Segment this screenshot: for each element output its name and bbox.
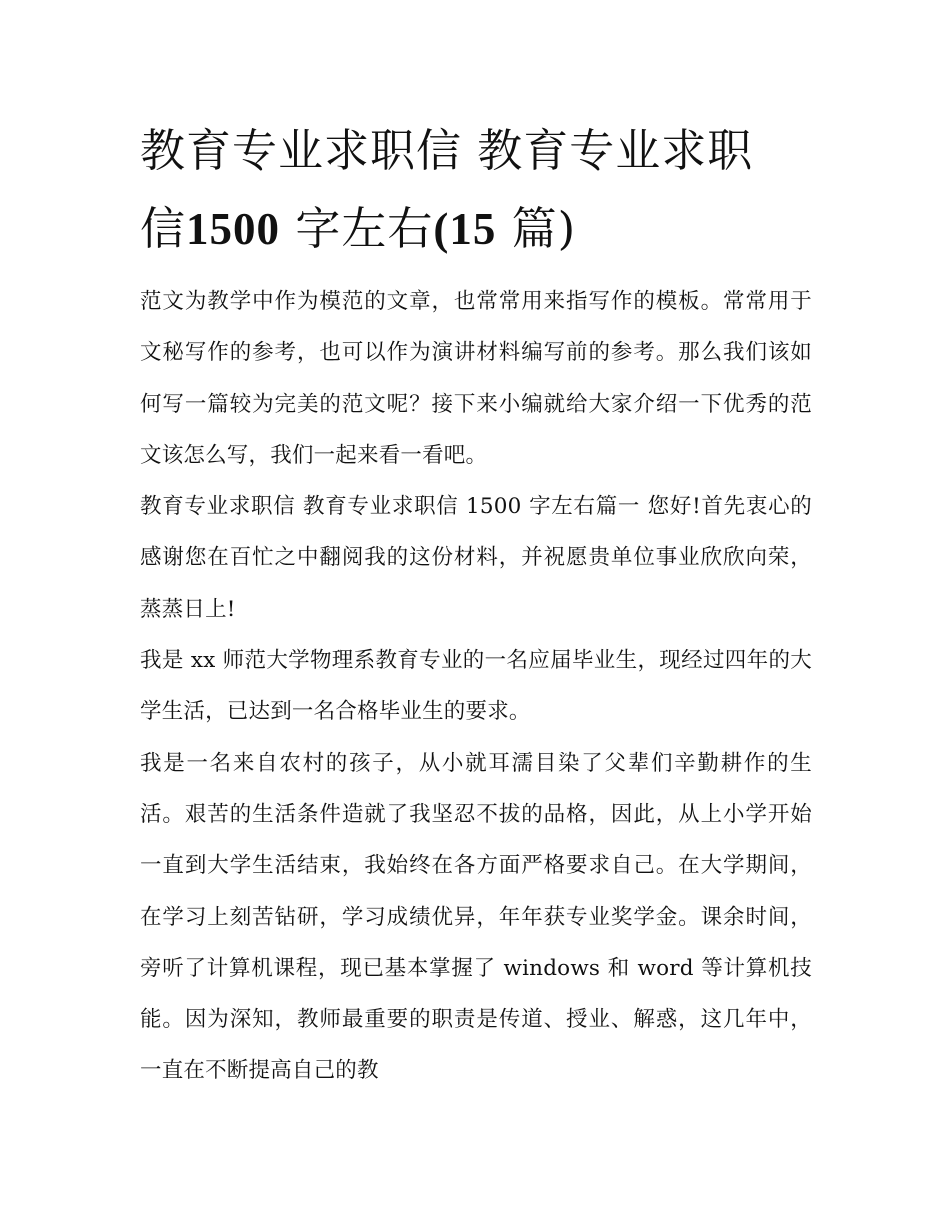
document-title [140,112,812,268]
title-count: (15 [433,204,497,254]
title-line-1: 教育专业求职信 教育专业求职 [140,124,754,177]
title-number: 1500 [186,204,281,254]
title-part-pian: 篇) [511,202,577,255]
paragraph-background: 我是一名来自农村的孩子，从小就耳濡目染了父辈们辛勤耕作的生活。艰苦的生活条件造就了我坚忍不拔的品格，因此，从上小学开始一直到大学生活结束，我始终在各方面严格要求自己。在大学期间，在学习上刻苦钻研，学习成绩优异，年年获专业奖学金。课余时间，旁听了计算机课程，现已基本掌握了 windows 和 word 等计算机技能。因为深知，教师最重要的职责是传道、授业、解惑，这几年中，一直在不断提高自己的教 [140,750,812,1084]
title-part-zi: 字左右 [295,202,434,255]
document-page [140,112,812,1097]
title-part-xin: 信 [140,202,187,255]
paragraph-self-intro: 我是 xx 师范大学物理系教育专业的一名应届毕业生，现经过四年的大学生活，已达到一名合格毕业生的要求。 [140,648,812,725]
paragraph-intro: 范文为教学中作为模范的文章，也常常用来指写作的模板。常常用于文秘写作的参考，也可以作为演讲材料编写前的参考。那么我们该如何写一篇较为完美的范文呢？接下来小编就给大家介绍一下优秀的范文该怎么写，我们一起来看一看吧。 [140,289,812,468]
paragraph-greeting: 教育专业求职信 教育专业求职信 1500 字左右篇一 您好!首先衷心的感谢您在百忙之中翻阅我的这份材料，并祝愿贵单位事业欣欣向荣，蒸蒸日上! [140,494,812,622]
